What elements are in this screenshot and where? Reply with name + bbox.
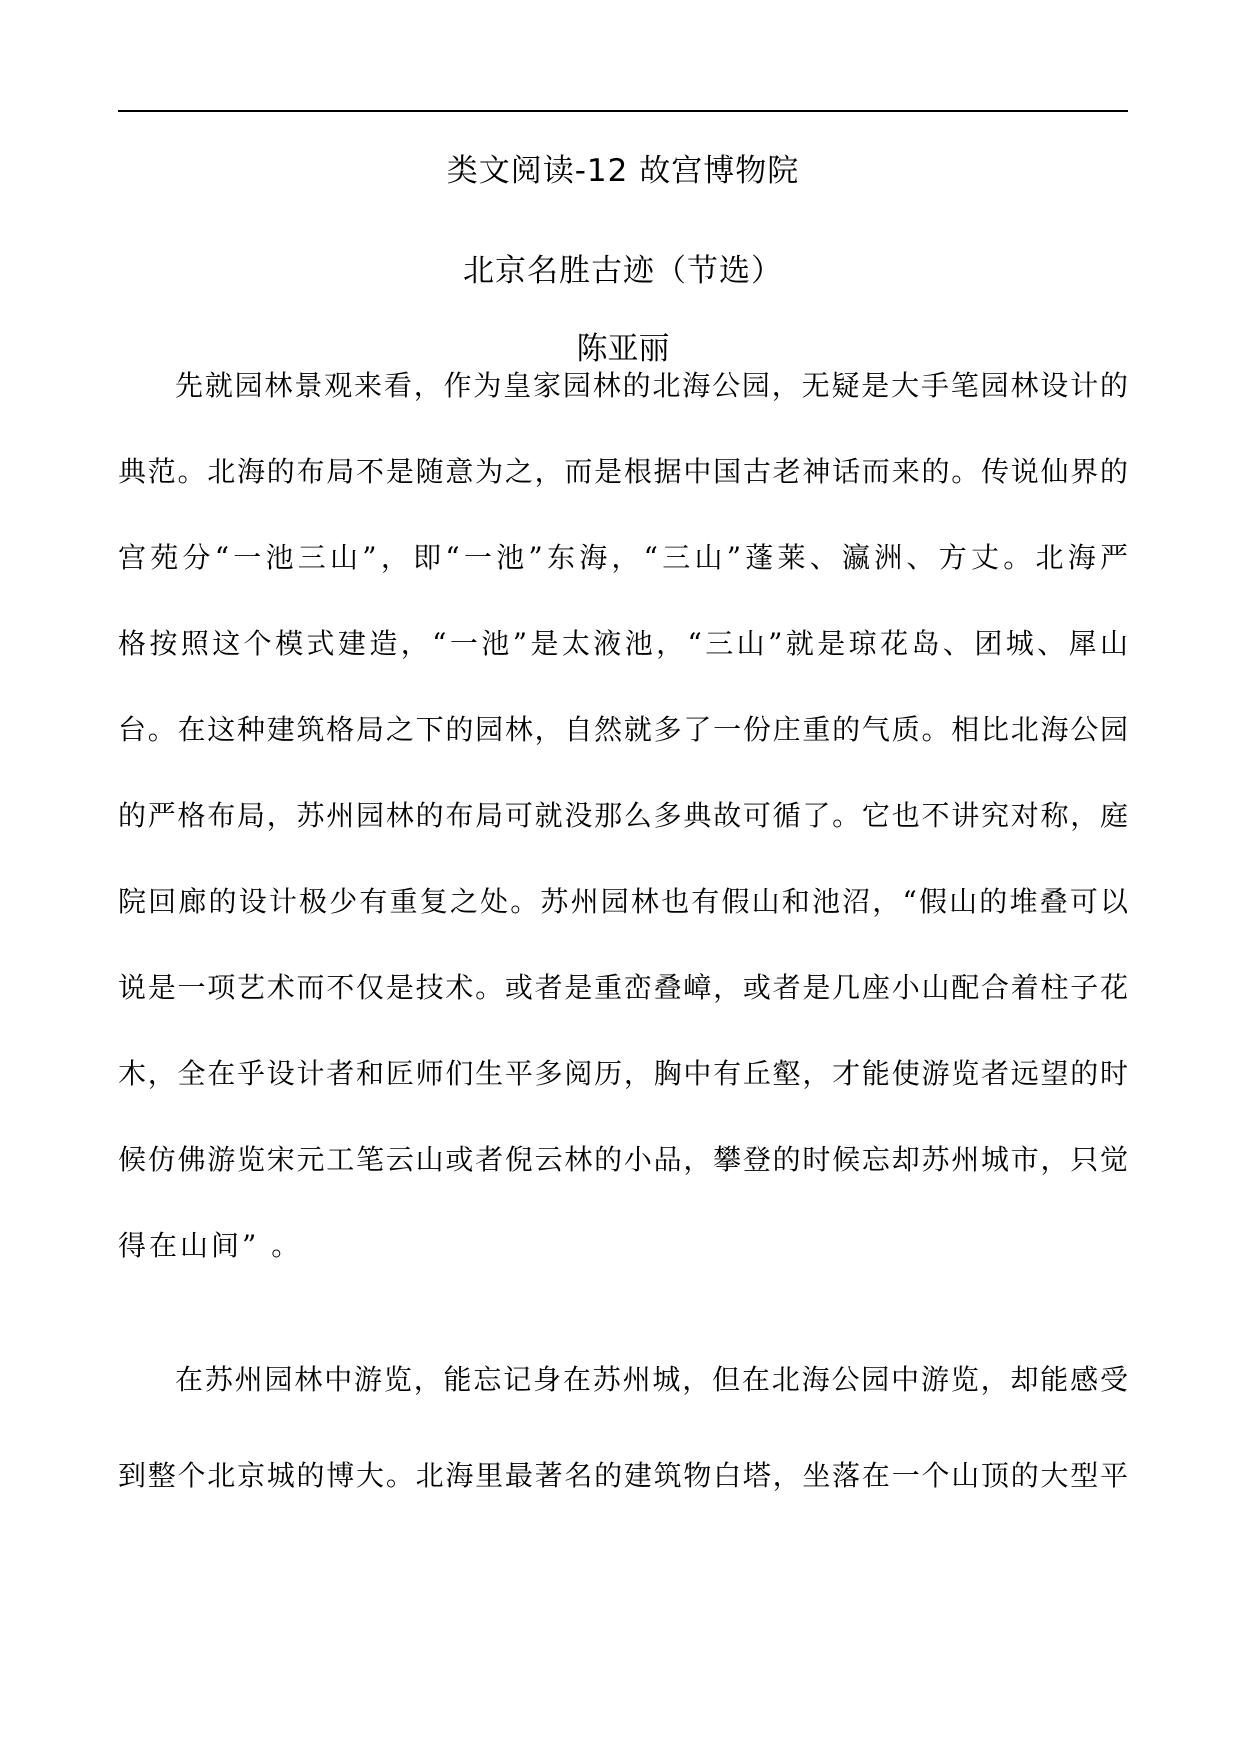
header-rule <box>118 110 1128 112</box>
paragraph-line: 台。在这种建筑格局之下的园林，自然就多了一份庄重的气质。相比北海公园 <box>118 713 1128 746</box>
paragraph-line: 的严格布局，苏州园林的布局可就没那么多典故可循了。它也不讲究对称，庭 <box>118 799 1128 832</box>
paragraph-line: 典范。北海的布局不是随意为之，而是根据中国古老神话而来的。传说仙界的 <box>118 455 1128 488</box>
paragraph-line: 说是一项艺术而不仅是技术。或者是重峦叠嶂，或者是几座小山配合着柱子花 <box>118 971 1128 1004</box>
paragraph-line: 候仿佛游览宋元工笔云山或者倪云林的小品，攀登的时候忘却苏州城市，只觉 <box>118 1143 1128 1176</box>
paragraph-line: 木，全在乎设计者和匠师们生平多阅历，胸中有丘壑，才能使游览者远望的时 <box>118 1057 1128 1090</box>
paragraph-line: 宫苑分“一池三山”，即“一池”东海，“三山”蓬莱、瀛洲、方丈。北海严 <box>118 541 1128 574</box>
document-title: 类文阅读-12 故宫博物院 <box>446 153 800 189</box>
author-name: 陈亚丽 <box>576 331 670 367</box>
paragraph-line: 得在山间” 。 <box>118 1229 303 1262</box>
paragraph-line: 格按照这个模式建造，“一池”是太液池，“三山”就是琼花岛、团城、犀山 <box>118 627 1128 660</box>
article-title: 北京名胜古迹（节选） <box>463 253 783 289</box>
paragraph-line: 在苏州园林中游览，能忘记身在苏州城，但在北海公园中游览，却能感受 <box>175 1363 1128 1396</box>
paragraph-line: 院回廊的设计极少有重复之处。苏州园林也有假山和池沼，“假山的堆叠可以 <box>118 885 1128 918</box>
paragraph-line: 到整个北京城的博大。北海里最著名的建筑物白塔，坐落在一个山顶的大型平 <box>118 1459 1128 1492</box>
paragraph-line: 先就园林景观来看，作为皇家园林的北海公园，无疑是大手笔园林设计的 <box>175 369 1128 402</box>
